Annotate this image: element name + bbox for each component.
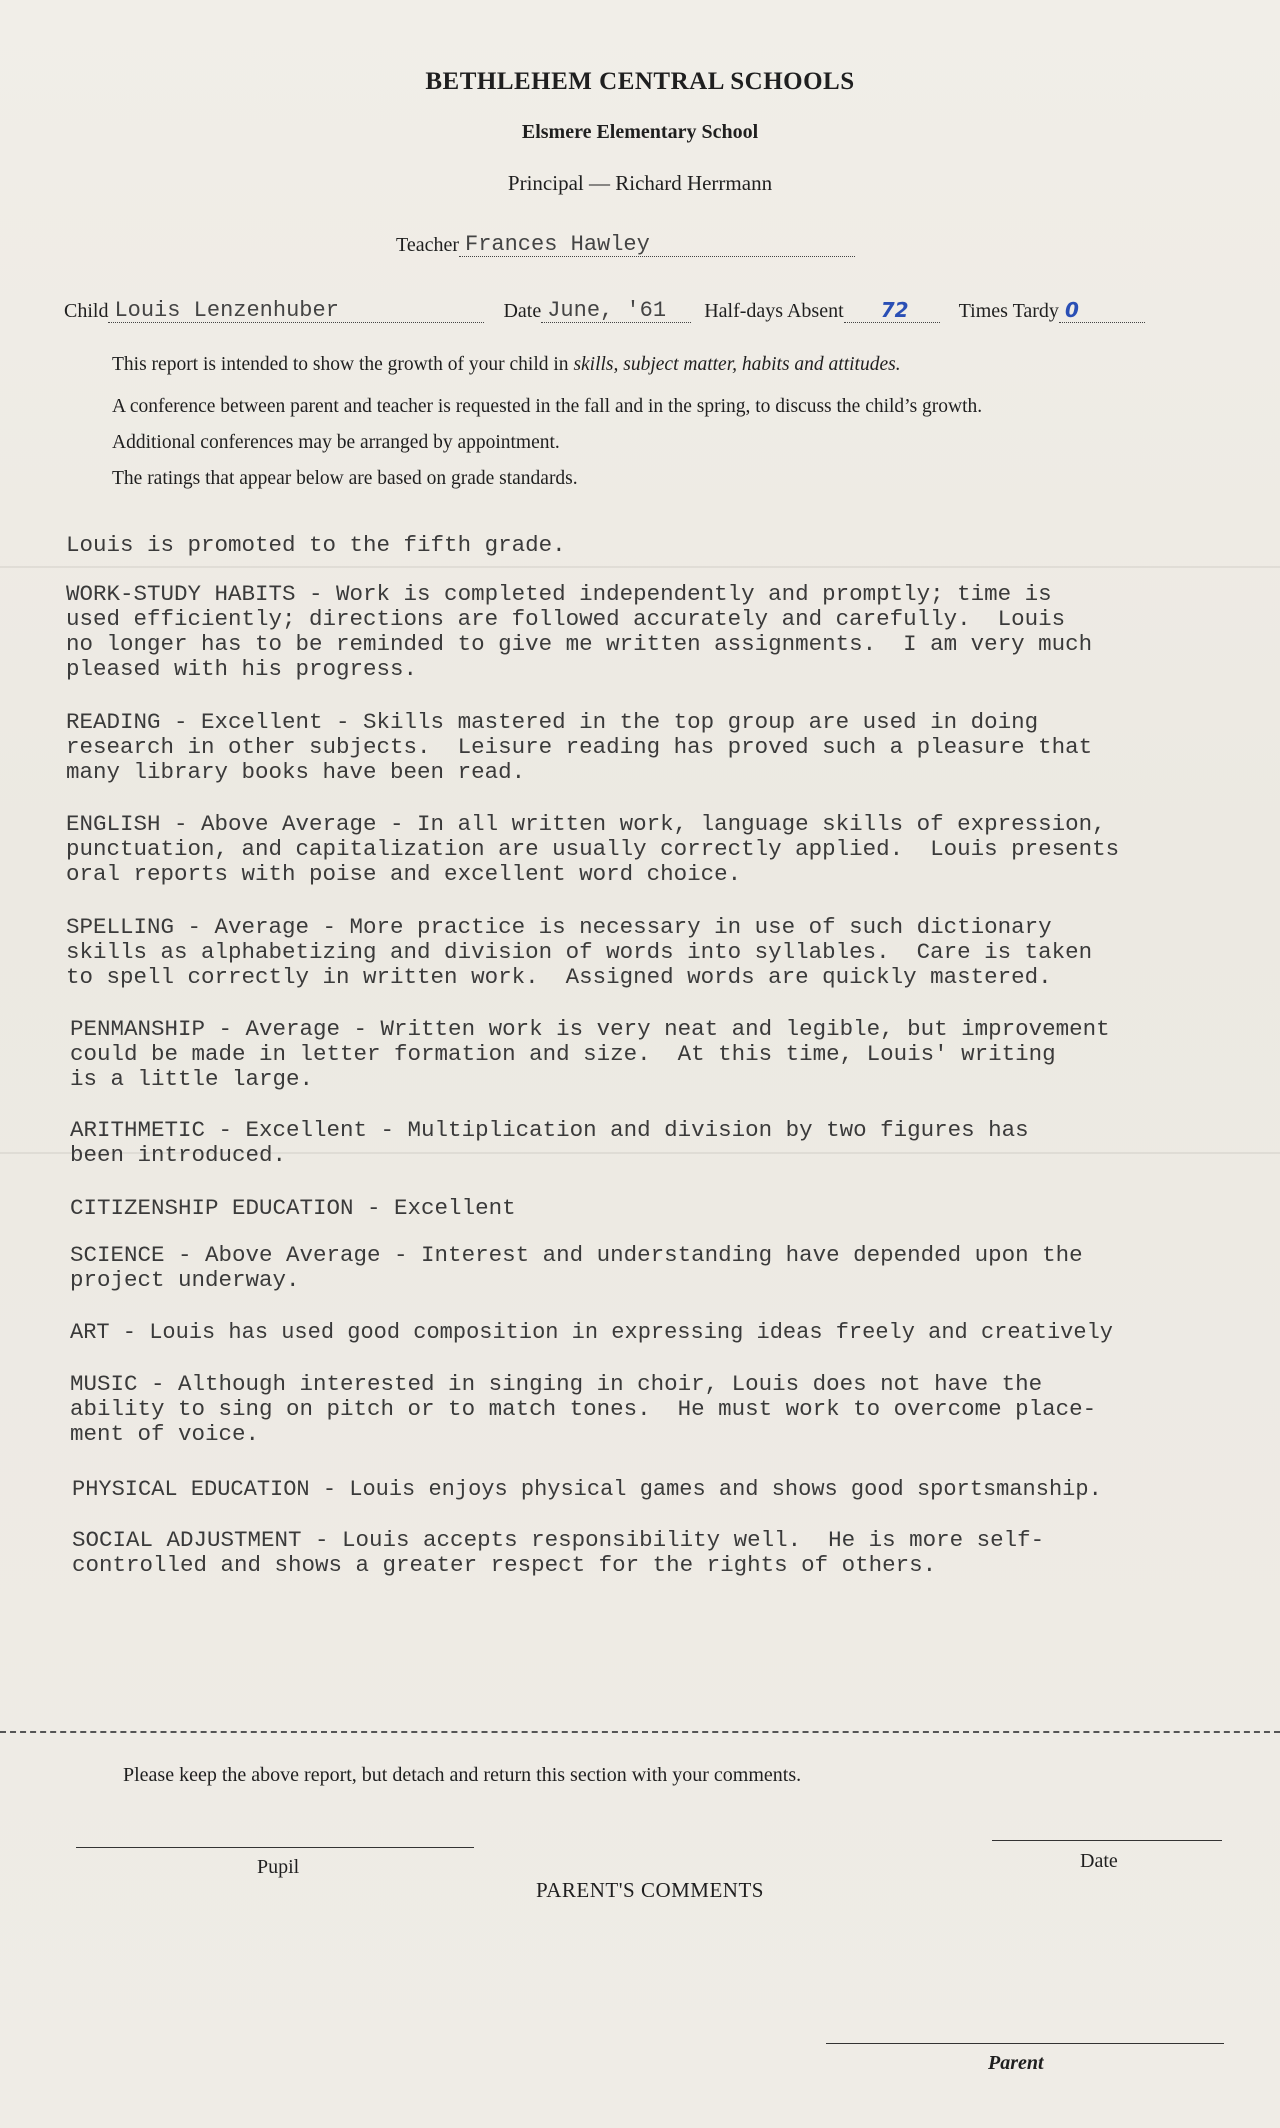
detach-line bbox=[0, 1731, 1280, 1733]
section-work-study: WORK-STUDY HABITS - Work is completed independently and promptly; time is used efficiently; directions are followed accurately and carefully. Louis no longer has to be reminded to give me written assignments. I am very much pleased with his progress. bbox=[66, 581, 1093, 682]
child-value: Louis Lenzenhuber bbox=[108, 298, 484, 323]
date-signature-line bbox=[992, 1840, 1222, 1841]
child-label: Child bbox=[64, 300, 109, 322]
date-label: Date bbox=[503, 300, 542, 322]
teacher-field bbox=[396, 232, 855, 257]
section-social-adjustment: SOCIAL ADJUSTMENT - Louis accepts responsibility well. He is more self- controlled and shows a greater respect for the rights of others. bbox=[72, 1527, 1045, 1578]
section-science: SCIENCE - Above Average - Interest and understanding have depended upon the project underway. bbox=[70, 1242, 1083, 1293]
principal-name: Principal — Richard Herrmann bbox=[507, 171, 773, 195]
absent-value: 72 bbox=[844, 298, 940, 323]
promotion-statement: Louis is promoted to the fifth grade. bbox=[66, 532, 566, 558]
section-art: ART - Louis has used good composition in expressing ideas freely and creatively bbox=[70, 1320, 1113, 1345]
school-subtitle: Elsmere Elementary School bbox=[521, 121, 759, 143]
section-penmanship: PENMANSHIP - Average - Written work is very neat and legible, but improvement could be made in letter formation and size. At this time, Louis' writing is a little large. bbox=[70, 1016, 1110, 1092]
section-music: MUSIC - Although interested in singing in choir, Louis does not have the ability to sing on pitch or to match tones. He must work to overcome place- ment of voice. bbox=[70, 1371, 1097, 1447]
section-citizenship: CITIZENSHIP EDUCATION - Excellent bbox=[70, 1195, 516, 1221]
intro-line-4: The ratings that appear below are based on grade standards. bbox=[112, 468, 578, 489]
tardy-value: 0 bbox=[1059, 298, 1145, 323]
section-physical-education: PHYSICAL EDUCATION - Louis enjoys physical games and shows good sportsmanship. bbox=[72, 1477, 1102, 1502]
teacher-value: Frances Hawley bbox=[459, 232, 855, 257]
intro-line-2: A conference between parent and teacher is requested in the fall and in the spring, to discuss the child’s growth. bbox=[112, 396, 983, 417]
section-reading: READING - Excellent - Skills mastered in the top group are used in doing research in other subjects. Leisure reading has proved such a pleasure that many library books have been read. bbox=[66, 709, 1093, 785]
paper-fold bbox=[0, 566, 1280, 568]
section-english: ENGLISH - Above Average - In all written work, language skills of expression, punctuation, and capitalization are usually correctly applied. Louis presents oral reports with poise and excellent word choice. bbox=[66, 811, 1120, 887]
intro-line-1 bbox=[112, 354, 901, 376]
parent-signature-line bbox=[826, 2043, 1224, 2044]
section-arithmetic: ARITHMETIC - Excellent - Multiplication and division by two figures has been introduced. bbox=[70, 1117, 1029, 1168]
detach-note: Please keep the above report, but detach and return this section with your comments. bbox=[123, 1764, 802, 1786]
child-info-row bbox=[64, 298, 1145, 323]
intro-emphasis: skills, subject matter, habits and attitudes. bbox=[573, 354, 901, 375]
section-spelling: SPELLING - Average - More practice is necessary in use of such dictionary skills as alphabetizing and division of words into syllables. Care is taken to spell correctly in written work. Assigned words are quickly mastered. bbox=[66, 914, 1093, 990]
parents-comments-heading: PARENT'S COMMENTS bbox=[536, 1878, 764, 1902]
intro-text: This report is intended to show the growth of your child in bbox=[112, 354, 574, 375]
pupil-label: Pupil bbox=[257, 1856, 300, 1878]
pupil-signature-line bbox=[76, 1847, 474, 1848]
teacher-label: Teacher bbox=[396, 234, 459, 256]
absent-label: Half-days Absent bbox=[704, 300, 844, 322]
tardy-label: Times Tardy bbox=[958, 300, 1059, 322]
intro-line-3: Additional conferences may be arranged by appointment. bbox=[112, 432, 560, 453]
school-name: BETHLEHEM CENTRAL SCHOOLS bbox=[425, 68, 855, 95]
date-value: June, '61 bbox=[541, 298, 691, 323]
parent-label: Parent bbox=[988, 2052, 1044, 2074]
footer-date-label: Date bbox=[1080, 1850, 1118, 1872]
